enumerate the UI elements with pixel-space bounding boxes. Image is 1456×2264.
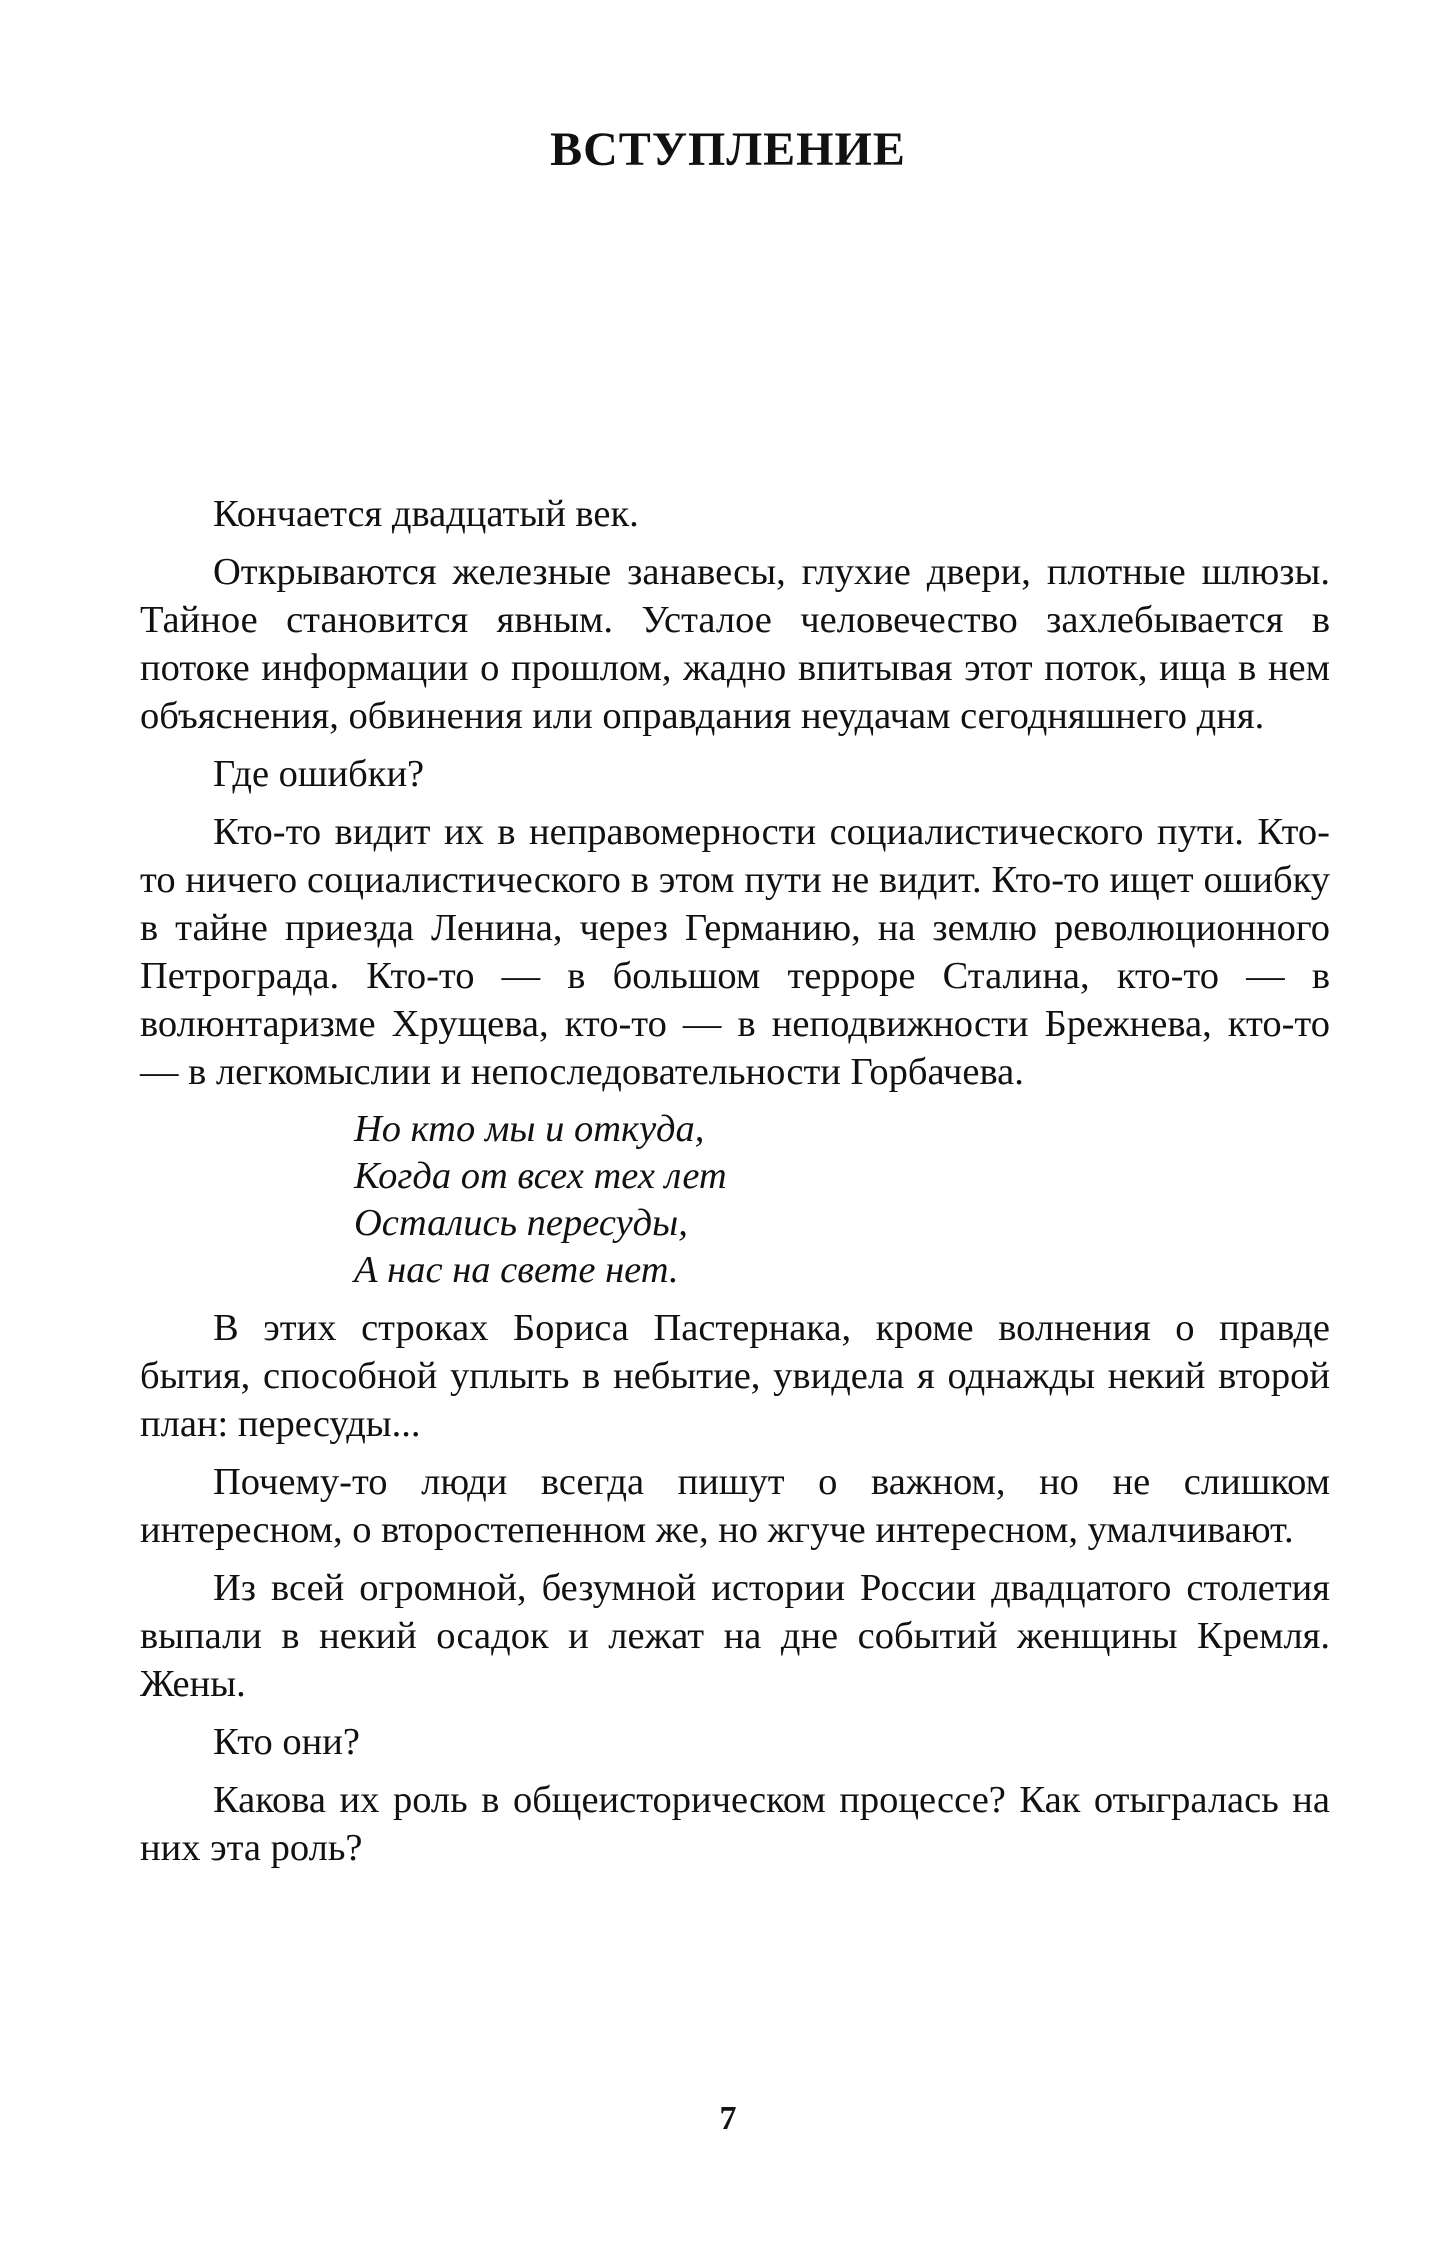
paragraph: Открываются железные занавесы, глухие двери, плотные шлюзы. Тайное становится явным. Усталое человечество захлебывается в потоке информации о прошлом, жадно впитывая этот поток, ища в нем объяснения, обвинения или оправдания неудачам сегодняшнего дня.	[140, 551, 1330, 737]
poem-quote	[354, 1106, 1330, 1294]
page-number: 7	[719, 2100, 737, 2137]
verse-line: А нас на свете нет.	[354, 1249, 679, 1291]
paragraph: Где ошибки?	[213, 753, 425, 795]
paragraph: Кончается двадцатый век.	[213, 493, 639, 535]
verse-line: Но кто мы и откуда,	[354, 1108, 705, 1150]
chapter-title: ВСТУПЛЕНИЕ	[550, 123, 906, 176]
paragraph: Из всей огромной, безумной истории России двадцатого столетия выпали в некий осадок и лежат на дне событий женщины Кремля. Жены.	[140, 1567, 1330, 1705]
verse-line: Когда от всех тех лет	[354, 1155, 727, 1197]
paragraph: Почему-то люди всегда пишут о важном, но не слишком интересном, о второстепенном же, но жгуче интересном, умалчивают.	[140, 1461, 1330, 1551]
verse-line: Остались пересуды,	[354, 1202, 688, 1244]
paragraph: В этих строках Бориса Пастернака, кроме волнения о правде бытия, способной уплыть в небытие, увидела я однажды некий второй план: пересуды...	[140, 1307, 1330, 1445]
paragraph: Какова их роль в общеисторическом процессе? Как отыгралась на них эта роль?	[140, 1779, 1330, 1869]
body-text	[140, 490, 1330, 1882]
paragraph: Кто-то видит их в неправомерности социалистического пути. Кто-то ничего социалистического в этом пути не видит. Кто-то ищет ошибку в тайне приезда Ленина, через Германию, на землю революционного Петрограда. Кто-то — в большом терроре Сталина, кто-то — в волюнтаризме Хрущева, кто-то — в неподвижности Брежнева, кто-то — в легкомыслии и непоследовательности Горбачева.	[140, 811, 1330, 1093]
paragraph: Кто они?	[213, 1721, 360, 1763]
